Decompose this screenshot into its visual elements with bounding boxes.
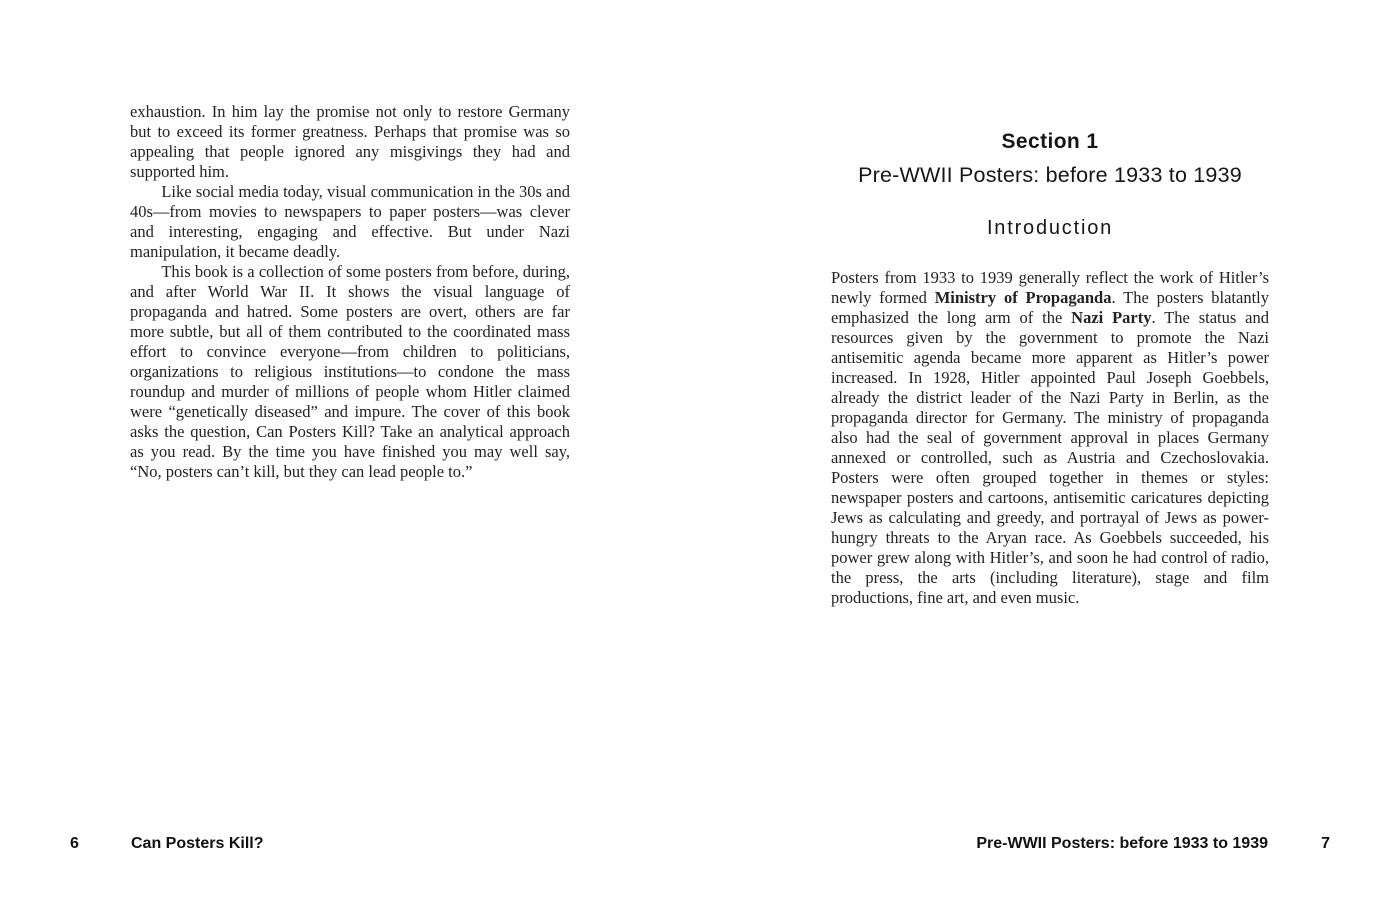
right-paragraph-1 — [831, 268, 1269, 608]
body-segment-2: . The posters blatantly emphasized the long arm of the — [831, 288, 1269, 327]
left-paragraph-1: exhaustion. In him lay the promise not only to restore Germany but to exceed its former greatness. Perhaps that promise was so appealing that people ignored any misgivings they had and supported him. — [130, 102, 570, 181]
right-running-title: Pre-WWII Posters: before 1933 to 1939 — [976, 835, 1268, 852]
section-label: Section 1 — [1001, 130, 1099, 153]
body-segment-1: Posters from 1933 to 1939 generally reflect the work of Hitler’s newly formed — [831, 268, 1269, 307]
left-running-title: Can Posters Kill? — [131, 835, 264, 852]
left-paragraph-3: This book is a collection of some posters from before, during, and after World War II. It shows the visual language of propaganda and hatred. Some posters are overt, others are far more subtle, but all of them contributed to the coordinated mass effort to convince everyone—from children to politicians, organizations to religious institutions—to condone the mass roundup and murder of millions of people whom Hitler claimed were “genetically diseased” and impure. The cover of this book asks the question, Can Posters Kill? Take an analytical approach as you read. By the time you have finished you may well say, “No, posters can’t kill, but they can lead people to.” — [130, 262, 570, 481]
left-paragraph-2: Like social media today, visual communication in the 30s and 40s—from movies to newspapers to paper posters—was clever and interesting, engaging and effective. But under Nazi manipulation, it became deadly. — [130, 182, 570, 261]
right-page-number: 7 — [1321, 835, 1330, 852]
body-segment-3: . The status and resources given by the government to promote the Nazi antisemitic agenda became more apparent as Hitler’s power increased. In 1928, Hitler appointed Paul Joseph Goebbels, already the district leader of the Nazi Party in Berlin, as the propaganda director for Germany. The ministry of propaganda also had the seal of government approval in places Germany annexed or controlled, such as Austria and Czechoslovakia. Posters were often grouped together in themes or styles: newspaper posters and cartoons, antisemitic caricatures depicting Jews as calculating and greedy, and portrayal of Jews as power-hungry threats to the Aryan race. As Goebbels succeeded, his power grew along with Hitler’s, and soon he had control of radio, the press, the arts (including literature), stage and film productions, fine art, and even music. — [831, 308, 1269, 607]
introduction-heading: Introduction — [986, 217, 1114, 239]
bold-phrase-nazi-party: Nazi Party — [1071, 308, 1152, 327]
left-page-body — [130, 102, 570, 482]
bold-phrase-ministry-of-propaganda: Ministry of Propaganda — [934, 288, 1112, 307]
right-page-body — [831, 268, 1269, 608]
right-page-column — [831, 130, 1269, 608]
left-page-number: 6 — [70, 835, 79, 852]
section-title: Pre-WWII Posters: before 1933 to 1939 — [858, 163, 1242, 187]
